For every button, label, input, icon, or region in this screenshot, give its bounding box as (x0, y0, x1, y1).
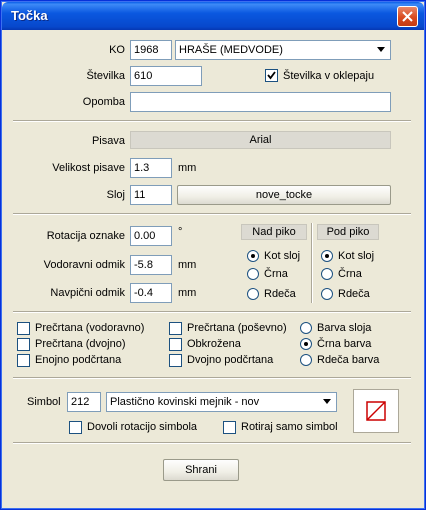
pod-piko-label-1: Črna (338, 268, 362, 280)
ko-label: KO (109, 44, 125, 56)
nad-piko-label-1: Črna (264, 268, 288, 280)
pisava-label: Pisava (91, 135, 125, 147)
rotiraj-samo-simbol-checkbox[interactable] (223, 421, 236, 434)
navpicni-input[interactable]: -0.4 (130, 283, 172, 303)
stevilka-brackets-checkbox[interactable] (265, 69, 278, 82)
velikost-label: Velikost pisave (52, 162, 125, 174)
style-label: Prečrtana (dvojno) (35, 338, 126, 350)
separator (13, 120, 411, 122)
barva-label-1: Črna barva (317, 338, 372, 350)
style-label: Enojno podčrtana (35, 354, 122, 366)
pod-piko-header: Pod piko (317, 224, 379, 240)
velikost-input[interactable]: 1.3 (130, 158, 172, 178)
close-icon (402, 11, 413, 22)
stevilka-input[interactable]: 610 (130, 66, 202, 86)
sloj-code-input[interactable]: 11 (130, 185, 172, 205)
nad-piko-label-2: Rdeča (264, 288, 296, 300)
boundary-marker-icon (366, 401, 386, 421)
sloj-label: Sloj (106, 189, 125, 201)
vodoravni-label: Vodoravni odmik (43, 259, 125, 271)
style-checkbox-prectrtana-vodoravno[interactable] (17, 322, 30, 335)
dialog-client (5, 31, 421, 505)
style-checkbox-prectrtana-dvojno[interactable] (17, 338, 30, 351)
velikost-unit: mm (178, 162, 197, 174)
vertical-separator (311, 223, 313, 303)
window-title: Točka (11, 8, 48, 23)
barva-radio-0[interactable] (300, 322, 312, 334)
navpicni-label: Navpični odmik (50, 287, 125, 299)
style-checkbox-prectrtana-posevno[interactable] (169, 322, 182, 335)
ko-code-input[interactable]: 1968 (130, 40, 172, 60)
separator (13, 213, 411, 215)
style-checkbox-enojno-podcrtana[interactable] (17, 354, 30, 367)
nad-piko-header: Nad piko (241, 224, 307, 240)
ko-name-value: HRAŠE (MEDVODE) (179, 44, 283, 56)
checkmark-icon (267, 71, 276, 80)
radio-dot (304, 342, 308, 346)
pod-piko-radio-0[interactable] (321, 250, 333, 262)
style-checkbox-obkrozena[interactable] (169, 338, 182, 351)
simbol-select[interactable] (106, 392, 337, 412)
pod-piko-label-0: Kot sloj (338, 250, 375, 262)
save-button[interactable]: Shrani (163, 459, 239, 481)
simbol-name-value: Plastično kovinski mejnik - nov (110, 396, 260, 408)
barva-radio-1[interactable] (300, 338, 312, 350)
font-select-button[interactable]: Arial (130, 131, 391, 149)
ko-name-select[interactable] (175, 40, 391, 60)
separator (13, 311, 411, 313)
vodoravni-unit: mm (178, 259, 197, 271)
simbol-code-input[interactable]: 212 (67, 392, 101, 412)
nad-piko-radio-0[interactable] (247, 250, 259, 262)
radio-dot (325, 254, 329, 258)
dropdown-arrow[interactable] (319, 394, 335, 410)
dropdown-arrow[interactable] (373, 42, 389, 58)
barva-label-2: Rdeča barva (317, 354, 380, 366)
sloj-select-button[interactable]: nove_tocke (177, 185, 391, 205)
rotacija-unit: ° (178, 226, 183, 238)
opomba-input[interactable] (130, 92, 391, 112)
nad-piko-radio-1[interactable] (247, 268, 259, 280)
style-checkbox-dvojno-podcrtana[interactable] (169, 354, 182, 367)
style-label: Prečrtana (vodoravno) (35, 322, 145, 334)
vodoravni-input[interactable]: -5.8 (130, 255, 172, 275)
dovoli-rotacijo-checkbox[interactable] (69, 421, 82, 434)
dovoli-rotacijo-label: Dovoli rotacijo simbola (87, 421, 198, 433)
style-label: Dvojno podčrtana (187, 354, 274, 366)
nad-piko-radio-2[interactable] (247, 288, 259, 300)
pod-piko-label-2: Rdeča (338, 288, 370, 300)
nad-piko-label-0: Kot sloj (264, 250, 301, 262)
style-label: Obkrožena (187, 338, 241, 350)
pod-piko-radio-2[interactable] (321, 288, 333, 300)
pod-piko-radio-1[interactable] (321, 268, 333, 280)
chevron-down-icon (323, 399, 331, 404)
barva-label-0: Barva sloja (317, 322, 372, 334)
simbol-label: Simbol (27, 396, 61, 408)
title-bar[interactable] (2, 2, 424, 30)
rotacija-label: Rotacija oznake (46, 230, 125, 242)
barva-radio-2[interactable] (300, 354, 312, 366)
rotiraj-samo-simbol-label: Rotiraj samo simbol (241, 421, 338, 433)
stevilka-label: Številka (86, 70, 125, 82)
rotacija-input[interactable]: 0.00 (130, 226, 172, 246)
chevron-down-icon (377, 47, 385, 52)
separator (13, 442, 411, 444)
close-button[interactable] (397, 6, 418, 27)
separator (13, 377, 411, 379)
radio-dot (251, 254, 255, 258)
opomba-label: Opomba (82, 96, 125, 108)
stevilka-brackets-label: Številka v oklepaju (283, 70, 375, 82)
navpicni-unit: mm (178, 287, 197, 299)
style-label: Prečrtana (poševno) (187, 322, 287, 334)
symbol-preview (353, 389, 399, 433)
